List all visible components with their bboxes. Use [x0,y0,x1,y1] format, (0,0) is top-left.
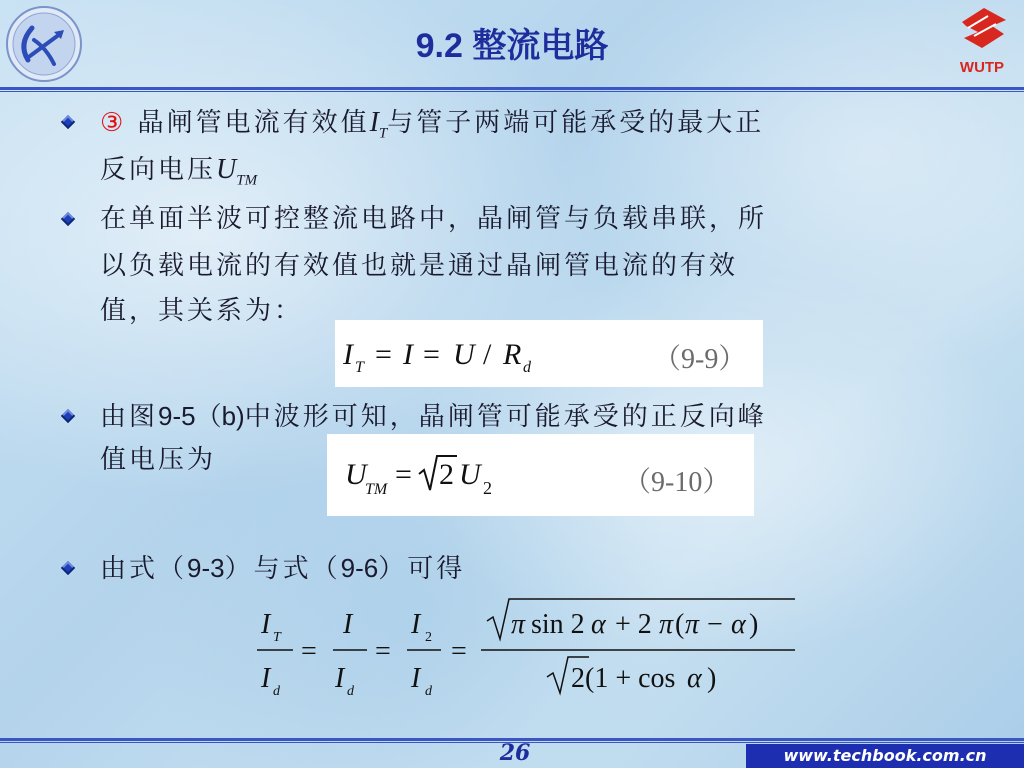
svg-text:=: = [375,636,391,667]
logo-text: WUTP [959,59,1005,76]
svg-text:I: I [261,663,271,694]
svg-text:TM: TM [365,481,388,498]
svg-text:U: U [453,338,475,371]
fraction-formula [255,595,815,710]
bullet-diamond-icon [61,561,75,575]
bullet-3-line-2: 值电压为 [100,445,217,475]
svg-text:π: π [659,609,674,640]
bullet-2-line-2: 以负载电流的有效值也就是通过晶闸管电流的有效 [100,251,739,281]
website-link[interactable]: www.techbook.com.cn [783,746,987,765]
formula-9-10-box [327,434,754,516]
bullet-4-pre: 由式（ [100,554,188,584]
bullet-diamond-icon [61,115,75,129]
wutp-publisher-logo [944,4,1020,80]
svg-text:α: α [591,609,606,640]
symbol-it: $I_T$ [369,107,388,142]
bullet-diamond-icon [61,409,75,423]
svg-text:−: − [707,609,723,640]
svg-text:2: 2 [425,630,432,645]
bullet-2-line-3: 值，其关系为： [100,296,304,326]
svg-text:I: I [403,338,413,371]
header-divider-thin [0,91,1024,92]
svg-text:=: = [423,338,440,371]
svg-text:I: I [335,663,345,694]
bullet-1-text: 晶闸管电流有效值 [126,108,370,138]
svg-text:I: I [343,609,353,640]
bullet-diamond-icon [61,212,75,226]
svg-text:sin 2: sin 2 [531,609,585,640]
svg-text:): ) [707,663,717,694]
svg-text:=: = [395,458,412,491]
svg-text:I: I [411,663,421,694]
svg-text:(: ( [675,609,685,640]
svg-text:d: d [425,684,432,699]
equation-reference-1: 9-3 [187,553,225,583]
bullet-2-line-1: 在单面半波可控整流电路中，晶闸管与负载串联，所 [100,204,768,234]
equation-reference-2: 9-6 [340,553,379,583]
symbol-utm: $U_{TM}$ [216,154,258,189]
svg-text:2: 2 [439,458,454,491]
svg-text:α: α [731,609,746,640]
svg-text:2(1 + cos: 2(1 + cos [571,663,676,694]
bullet-4-line-1 [100,545,465,593]
svg-text:U: U [345,458,367,491]
svg-text:=: = [301,636,317,667]
slide-title: 9.2 整流电路 [415,27,609,65]
bullet-3-pre: 由图 [100,402,159,432]
svg-text:d: d [273,684,280,699]
header-divider [0,87,1024,90]
svg-text:T: T [273,630,281,645]
bullet-4-mid: ）与式（ [224,554,341,584]
svg-text:d: d [347,684,354,699]
svg-text:=: = [375,338,392,371]
svg-text:α: α [687,663,702,694]
svg-text:d: d [523,359,531,376]
svg-text:π: π [511,609,526,640]
figure-reference: 9-5（b) [158,401,245,431]
formula-9-9 [343,330,573,380]
svg-text:+ 2: + 2 [615,609,652,640]
page-number: 26 [499,740,531,766]
svg-text:π: π [685,609,700,640]
svg-text:I: I [261,609,271,640]
svg-text:I: I [411,609,421,640]
svg-text:/: / [483,338,492,371]
formula-9-9-box [335,320,763,387]
svg-text:U: U [459,458,481,491]
svg-text:T: T [355,359,364,376]
svg-text:=: = [451,636,467,667]
svg-text:): ) [749,609,759,640]
bullet-4-post: ）可得 [378,554,466,584]
svg-text:R: R [503,338,522,371]
circled-number-marker: ③ [100,108,127,138]
formula-9-10 [345,448,545,504]
svg-text:I: I [343,338,353,371]
svg-text:2: 2 [483,478,492,498]
bullet-1-text-2: 反向电压 [100,155,217,185]
equation-number-9-10: （9-10） [623,467,731,498]
bullet-3-post: 中波形可知，晶闸管可能承受的正反向峰 [244,402,767,432]
equation-number-9-9: （9-9） [653,344,747,375]
bullet-1-text-tail: 与管子两端可能承受的最大正 [387,108,765,138]
